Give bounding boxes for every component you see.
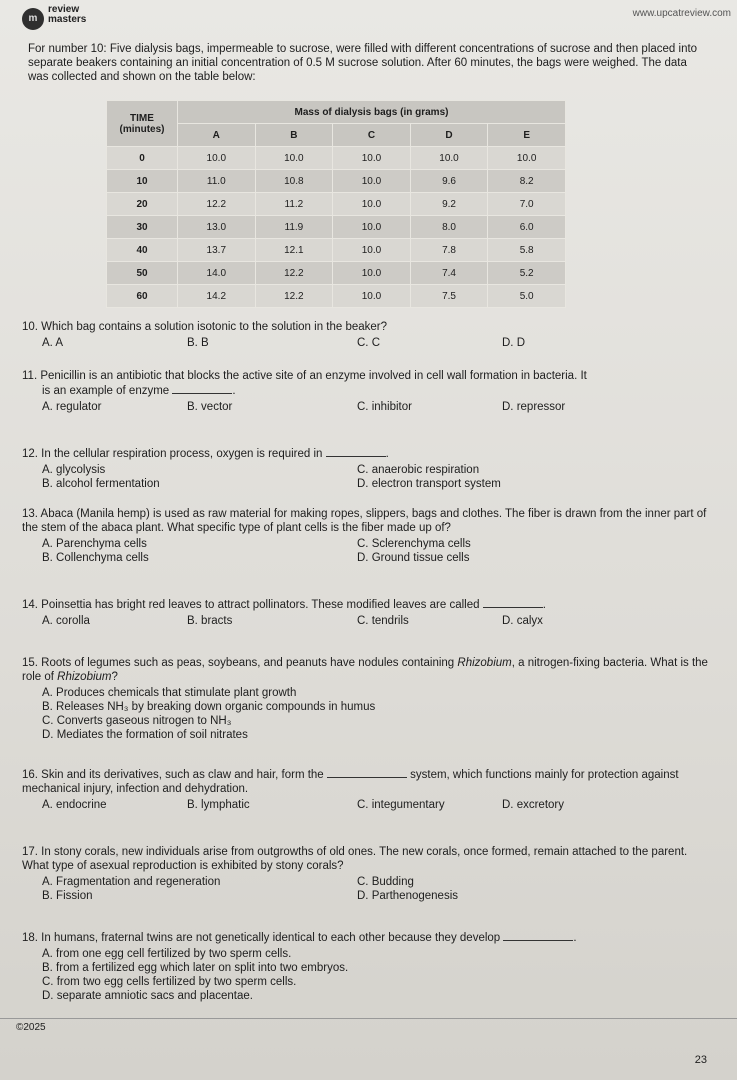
- option-b: B. lymphatic: [187, 799, 250, 811]
- question-11: [22, 369, 712, 414]
- options-row: [22, 398, 712, 414]
- option-b: B. bracts: [187, 615, 233, 627]
- question-12: [22, 446, 712, 491]
- mass-cell: 10.8: [255, 170, 333, 193]
- mass-cell: 12.2: [178, 193, 256, 216]
- table-row: [107, 285, 566, 308]
- mass-cell: 7.4: [410, 262, 488, 285]
- option-b: B. alcohol fermentation: [42, 478, 160, 490]
- mass-cell: 6.0: [488, 216, 566, 239]
- option-b: B. Releases NH₃ by breaking down organic compounds in humus: [42, 701, 376, 713]
- mass-cell: 8.2: [488, 170, 566, 193]
- mass-cell: 10.0: [333, 216, 411, 239]
- options-row: [22, 334, 712, 350]
- mass-cell: 11.0: [178, 170, 256, 193]
- time-cell: 0: [107, 147, 178, 170]
- option-d: D. electron transport system: [357, 478, 501, 490]
- footer-divider: [0, 1018, 737, 1019]
- mass-cell: 11.2: [255, 193, 333, 216]
- options-row: [22, 612, 712, 628]
- bag-label: D: [410, 124, 488, 147]
- mass-cell: 11.9: [255, 216, 333, 239]
- option-d: D. separate amniotic sacs and placentae.: [42, 990, 253, 1002]
- question-stem: 15. Roots of legumes such as peas, soybeans, and peanuts have nodules containing Rhizobium, a nitrogen-fixing bacteria. What is the role of Rhizobium?: [22, 657, 708, 683]
- option-b: B. vector: [187, 401, 233, 413]
- bag-label: B: [255, 124, 333, 147]
- question-stem: 11. Penicillin is an antibiotic that blocks the active site of an enzyme involved in cell wall formation in bacteria. It: [22, 370, 587, 382]
- time-header: TIME (minutes): [107, 101, 178, 147]
- option-c: C. from two egg cells fertilized by two sperm cells.: [42, 976, 297, 988]
- question-stem: 18. In humans, fraternal twins are not genetically identical to each other because they develop .: [22, 932, 577, 944]
- option-c: C. C: [357, 337, 380, 349]
- answer-blank: [326, 446, 386, 457]
- mass-cell: 10.0: [333, 147, 411, 170]
- question-17: [22, 845, 712, 903]
- question-stem: 16. Skin and its derivatives, such as claw and hair, form the system, which functions mainly for protection against mechanical injury, infection and dehydration.: [22, 769, 679, 795]
- question-stem: 14. Poinsettia has bright red leaves to attract pollinators. These modified leaves are called .: [22, 599, 546, 611]
- time-cell: 20: [107, 193, 178, 216]
- options-grid: [22, 873, 712, 903]
- mass-cell: 10.0: [255, 147, 333, 170]
- option-d: D. repressor: [502, 401, 566, 413]
- mass-cell: 8.0: [410, 216, 488, 239]
- option-a: A. corolla: [42, 615, 90, 627]
- mass-cell: 14.2: [178, 285, 256, 308]
- table-row: [107, 193, 566, 216]
- option-d: D. calyx: [502, 615, 543, 627]
- option-c: C. tendrils: [357, 615, 409, 627]
- options-list: [22, 947, 712, 1003]
- mass-cell: 10.0: [178, 147, 256, 170]
- option-b: B. Collenchyma cells: [42, 552, 149, 564]
- question-stem: 10. Which bag contains a solution isotonic to the solution in the beaker?: [22, 321, 388, 333]
- option-a: A. Fragmentation and regeneration: [42, 876, 221, 888]
- question-stem: 12. In the cellular respiration process, oxygen is required in .: [22, 448, 389, 460]
- page-number: 23: [694, 1054, 707, 1066]
- option-d: D. Parthenogenesis: [357, 890, 459, 902]
- mass-cell: 7.8: [410, 239, 488, 262]
- option-c: C. Budding: [357, 876, 414, 888]
- mass-cell: 13.0: [178, 216, 256, 239]
- review-masters-logo: m: [22, 8, 44, 30]
- intro-text: For number 10: Five dialysis bags, impermeable to sucrose, were filled with different concentrations of sucrose and then placed into separate beakers containing an initial concentration of 0.5 M sucrose solution. After 60 minutes, the bags were weighed. The data was collected and shown on the table below:: [28, 43, 698, 83]
- answer-blank: [503, 930, 573, 941]
- time-cell: 10: [107, 170, 178, 193]
- option-b: B. B: [187, 337, 209, 349]
- mass-cell: 12.1: [255, 239, 333, 262]
- option-c: C. Converts gaseous nitrogen to NH₃: [42, 715, 232, 727]
- mass-cell: 13.7: [178, 239, 256, 262]
- option-c: C. inhibitor: [357, 401, 412, 413]
- option-a: A. regulator: [42, 401, 102, 413]
- option-a: A. glycolysis: [42, 464, 106, 476]
- table-row: [107, 262, 566, 285]
- options-grid: [22, 461, 712, 491]
- time-cell: 30: [107, 216, 178, 239]
- answer-blank: [483, 597, 543, 608]
- mass-cell: 10.0: [333, 193, 411, 216]
- option-c: C. integumentary: [357, 799, 445, 811]
- mass-cell: 10.0: [333, 285, 411, 308]
- mass-cell: 9.2: [410, 193, 488, 216]
- answer-blank: [172, 383, 232, 394]
- time-cell: 50: [107, 262, 178, 285]
- option-a: A. Produces chemicals that stimulate plant growth: [42, 687, 297, 699]
- option-a: A. Parenchyma cells: [42, 538, 147, 550]
- question-10-intro: [28, 42, 708, 84]
- question-stem-continued: is an example of enzyme .: [42, 385, 236, 397]
- mass-cell: 7.5: [410, 285, 488, 308]
- mass-cell: 9.6: [410, 170, 488, 193]
- copyright: ©2025: [16, 1022, 46, 1033]
- question-15: [22, 656, 712, 742]
- question-10: [22, 320, 712, 350]
- question-13: [22, 507, 712, 565]
- bag-label: A: [178, 124, 256, 147]
- bag-label: E: [488, 124, 566, 147]
- option-b: B. Fission: [42, 890, 93, 902]
- mass-cell: 10.0: [333, 239, 411, 262]
- mass-cell: 7.0: [488, 193, 566, 216]
- mass-cell: 10.0: [333, 170, 411, 193]
- time-cell: 60: [107, 285, 178, 308]
- option-c: C. Sclerenchyma cells: [357, 538, 471, 550]
- option-a: A. A: [42, 337, 64, 349]
- brand-line-2: masters: [48, 14, 87, 25]
- options-list: [22, 686, 712, 742]
- question-14: [22, 597, 712, 628]
- question-18: [22, 930, 712, 1003]
- dialysis-data-table: [106, 100, 566, 308]
- mass-cell: 5.0: [488, 285, 566, 308]
- table-row: [107, 239, 566, 262]
- answer-blank: [327, 767, 407, 778]
- mass-cell: 5.2: [488, 262, 566, 285]
- option-b: B. from a fertilized egg which later on split into two embryos.: [42, 962, 349, 974]
- option-d: D. D: [502, 337, 525, 349]
- option-a: A. from one egg cell fertilized by two sperm cells.: [42, 948, 292, 960]
- option-a: A. endocrine: [42, 799, 107, 811]
- table-row: [107, 170, 566, 193]
- question-16: [22, 767, 712, 812]
- options-row: [22, 796, 712, 812]
- website-url: www.upcatreview.com: [632, 8, 731, 19]
- option-d: D. excretory: [502, 799, 564, 811]
- question-stem: 17. In stony corals, new individuals arise from outgrowths of old ones. The new corals, once formed, remain attached to the parent. What type of asexual reproduction is exhibited by stony corals?: [22, 846, 688, 872]
- time-cell: 40: [107, 239, 178, 262]
- mass-cell: 5.8: [488, 239, 566, 262]
- bag-label: C: [333, 124, 411, 147]
- mass-cell: 12.2: [255, 285, 333, 308]
- mass-cell: 10.0: [488, 147, 566, 170]
- question-stem: 13. Abaca (Manila hemp) is used as raw material for making ropes, slippers, bags and clothes. The fiber is drawn from the inner part of the stem of the abaca plant. What specific type of plant cells is the fiber made up of?: [22, 508, 707, 534]
- option-c: C. anaerobic respiration: [357, 464, 480, 476]
- mass-header: Mass of dialysis bags (in grams): [178, 101, 566, 124]
- options-grid: [22, 535, 712, 565]
- brand-name: [48, 5, 86, 25]
- mass-cell: 10.0: [410, 147, 488, 170]
- option-d: D. Ground tissue cells: [357, 552, 470, 564]
- option-d: D. Mediates the formation of soil nitrates: [42, 729, 248, 741]
- table-row: [107, 216, 566, 239]
- mass-cell: 12.2: [255, 262, 333, 285]
- mass-cell: 10.0: [333, 262, 411, 285]
- table-row: [107, 147, 566, 170]
- mass-cell: 14.0: [178, 262, 256, 285]
- brand-line-1: review: [48, 4, 80, 15]
